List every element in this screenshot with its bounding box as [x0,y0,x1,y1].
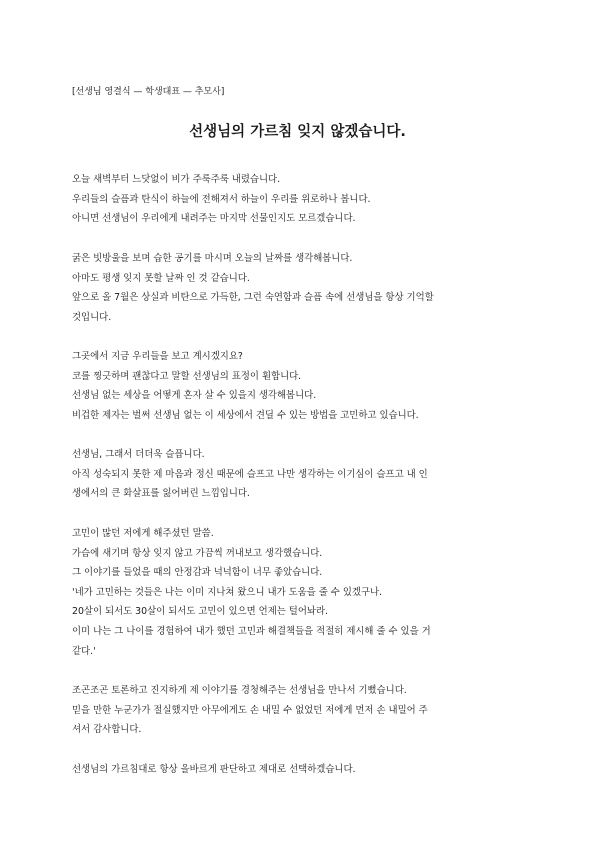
text-line: 20살이 되서도 30살이 되서도 고민이 있으면 언제는 털어놔라. [72,606,328,618]
paragraph-5 [72,524,532,661]
text-line: 그 이야기를 들었을 때의 안정감과 넉넉함이 너무 좋았습니다. [72,567,323,579]
text-line: 같다.' [72,645,96,657]
text-line: '네가 고민하는 것들은 나는 이미 지나쳐 왔으니 내가 도움을 줄 수 있겠구나. [72,586,383,598]
text-line: 생에서의 큰 화살표를 잃어버린 느낌입니다. [72,488,250,500]
text-line: 선생님, 그래서 더더욱 슬픕니다. [72,449,205,460]
text-line: 이미 나는 그 나이를 경험하여 내가 했던 고민과 해결책들을 적절히 제시해 줄 수 있을 거 [72,625,431,637]
text-line: 셔서 감사합니다. [72,724,142,736]
text-line: 선생님의 가르침대로 항상 올바르게 판단하고 제대로 선택하겠습니다. [72,764,356,775]
text-line: 오늘 새벽부터 느닷없이 비가 주룩주룩 내렸습니다. [72,174,281,185]
text-line: 아직 성숙되지 못한 제 마음과 정신 때문에 슬프고 나만 생각하는 이기심이 슬프고 내 인 [72,468,428,480]
paragraph-1 [72,170,532,229]
text-line: 코를 찡긋하며 괜찮다고 말할 선생님의 표정이 훤합니다. [72,370,302,382]
text-line: 아니면 선생님이 우리에게 내려주는 마지막 선물인지도 모르겠습니다. [72,213,356,225]
paragraph-7 [72,760,532,780]
text-line: 그곳에서 지금 우리들을 보고 계시겠지요? [72,351,243,362]
document-title: 선생님의 가르침 잊지 않겠습니다. [189,124,406,140]
text-line: 것입니다. [72,311,112,323]
text-line: 믿을 만한 누군가가 절실했지만 아무에게도 손 내밀 수 없었던 저에게 먼저 손 내밀어 주 [72,704,428,716]
paragraph-3 [72,347,532,425]
text-line: 선생님 없는 세상을 어떻게 혼자 살 수 있을지 생각해봅니다. [72,390,317,402]
text-line: 고민이 많던 저에게 해주셨던 말씀. [72,528,214,539]
text-line: 앞으로 올 7월은 상실과 비탄으로 가득한, 그런 숙연함과 슬픔 속에 선생님을 항상 기억할 [72,292,434,304]
document-header: [선생님 영결식 — 학생대표 — 추모사] [72,87,225,97]
text-line: 굵은 빗방울을 보며 습한 공기를 마시며 오늘의 날짜를 생각해봅니다. [72,253,353,264]
text-line: 아마도 평생 잊지 못할 날짜 인 것 같습니다. [72,272,250,284]
text-line: 비겁한 제자는 벌써 선생님 없는 이 세상에서 견딜 수 있는 방법을 고민하고 있습니다. [72,409,419,421]
text-line: 우리들의 슬픔과 탄식이 하늘에 전해져서 하늘이 우리를 위로하나 봅니다. [72,193,371,205]
text-line: 가슴에 새기며 항상 잊지 않고 가끔씩 꺼내보고 생각했습니다. [72,547,323,559]
paragraph-4 [72,445,532,504]
paragraph-2 [72,249,532,327]
text-line: 조곤조곤 토론하고 진지하게 제 이야기를 경청해주는 선생님을 만나서 기뻤습니다. [72,685,407,696]
paragraph-6 [72,681,532,740]
